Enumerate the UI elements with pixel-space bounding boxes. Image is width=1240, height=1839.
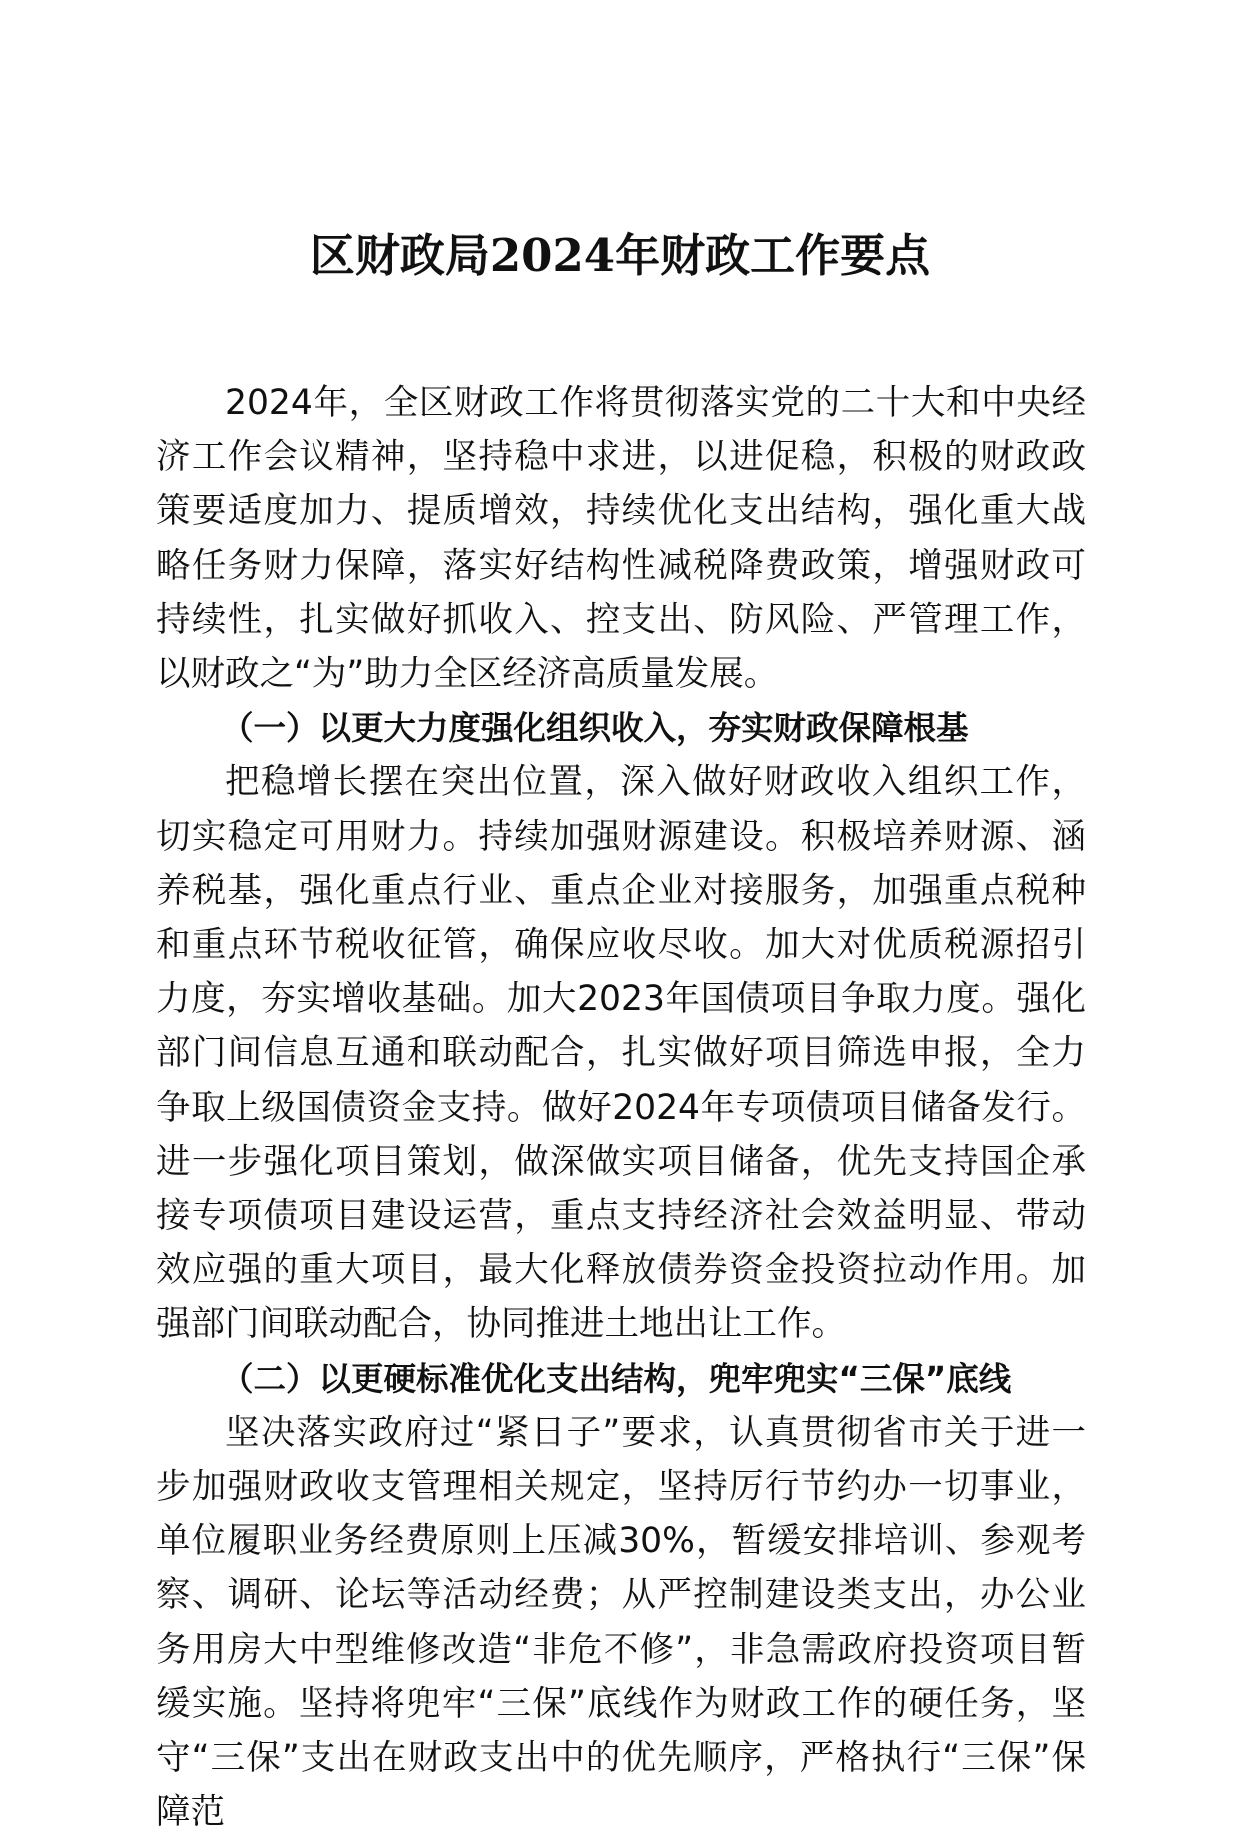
section-1-heading: （一）以更大力度强化组织收入，夯实财政保障根基 xyxy=(221,709,969,748)
section-1-paragraph: 把稳增长摆在突出位置，深入做好财政收入组织工作，切实稳定可用财力。持续加强财源建设。积极培养财源、涵养税基，强化重点行业、重点企业对接服务，加强重点税种和重点环节税收征管，确保应收尽收。加大对优质税源招引力度，夯实增收基础。加大2023年国债项目争取力度。强化部门间信息互通和联动配合，扎实做好项目筛选申报，全力争取上级国债资金支持。做好2024年专项债项目储备发行。进一步强化项目策划，做深做实项目储备，优先支持国企承接专项债项目建设运营，重点支持经济社会效益明显、带动效应强的重大项目，最大化释放债券资金投资拉动作用。加强部门间联动配合，协同推进土地出让工作。 xyxy=(156,762,1086,1345)
section-2-paragraph: 坚决落实政府过“紧日子”要求，认真贯彻省市关于进一步加强财政收支管理相关规定，坚持厉行节约办一切事业，单位履职业务经费原则上压减30%，暂缓安排培训、参观考察、调研、论坛等活动经费；从严控制建设类支出，办公业务用房大中型维修改造“非危不修”，非急需政府投资项目暂缓实施。坚持将兜牢“三保”底线作为财政工作的硬任务，坚守“三保”支出在财政支出中的优先顺序，严格执行“三保”保障范 xyxy=(156,1412,1086,1833)
intro-paragraph: 2024年，全区财政工作将贯彻落实党的二十大和中央经济工作会议精神，坚持稳中求进，以进促稳，积极的财政政策要适度加力、提质增效，持续优化支出结构，强化重大战略任务财力保障，落实好结构性减税降费政策，增强财政可持续性，扎实做好抓收入、控支出、防风险、严管理工作，以财政之“为”助力全区经济高质量发展。 xyxy=(156,383,1086,695)
section-2-heading: （二）以更硬标准优化支出结构，兜牢兜实“三保”底线 xyxy=(221,1359,1012,1398)
document-body xyxy=(156,376,1086,1839)
document-title: 区财政局2024年财政工作要点 xyxy=(309,229,931,282)
